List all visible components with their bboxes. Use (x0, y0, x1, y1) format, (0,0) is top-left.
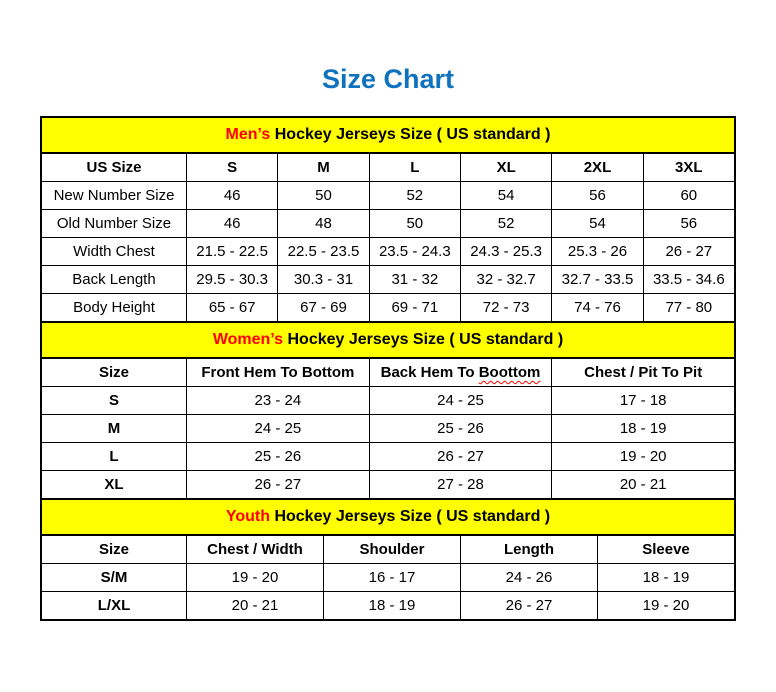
cell: 17 - 18 (552, 387, 734, 415)
table-row (42, 471, 734, 498)
cell: 46 (187, 182, 278, 210)
mens-col-header-s: S (187, 154, 278, 182)
cell: 29.5 - 30.3 (187, 266, 278, 294)
youth-col-header-chest-width: Chest / Width (187, 536, 324, 564)
mens-section-header-highlight: Men’s (225, 126, 271, 143)
cell: 60 (644, 182, 734, 210)
cell: 26 - 27 (644, 238, 734, 266)
row-label: Width Chest (42, 238, 187, 266)
cell: 20 - 21 (619, 476, 667, 493)
cell: 46 (187, 210, 278, 238)
cell: 18 - 19 (552, 415, 734, 443)
table-row (42, 294, 734, 321)
cell: 24 - 26 (461, 564, 598, 592)
womens-section-header-highlight: Women’s (212, 331, 284, 348)
cell: 31 - 32 (370, 266, 461, 294)
youth-section-header-rest: Hockey Jerseys Size ( US standard ) (274, 508, 551, 525)
row-label: M (42, 415, 187, 443)
back-hem-label-prefix: Back Hem To (380, 364, 475, 381)
table-row (42, 182, 734, 210)
row-label: XL (42, 471, 187, 498)
cell: 16 - 17 (324, 564, 461, 592)
cell: 72 - 73 (461, 294, 552, 321)
mens-col-header-l: L (370, 154, 461, 182)
table-row (42, 443, 734, 471)
cell: 77 - 80 (665, 299, 713, 316)
womens-col-header-size: Size (42, 359, 187, 387)
page-title: Size Chart (321, 64, 455, 94)
cell: 52 (370, 182, 461, 210)
cell: 22.5 - 23.5 (278, 238, 369, 266)
mens-section-header (42, 118, 734, 154)
cell: 67 - 69 (278, 294, 369, 321)
row-label: L/XL (42, 592, 187, 619)
cell: 24 - 25 (370, 387, 553, 415)
cell: 25 - 26 (187, 443, 370, 471)
cell: 30.3 - 31 (278, 266, 369, 294)
row-label: New Number Size (42, 182, 187, 210)
cell: 26 - 27 (187, 471, 370, 498)
cell: 25 - 26 (370, 415, 553, 443)
mens-col-header-us-size: US Size (42, 154, 187, 182)
mens-header-row (42, 154, 734, 182)
cell: 19 - 20 (552, 443, 734, 471)
cell: 20 - 21 (187, 592, 324, 619)
cell: 21.5 - 22.5 (187, 238, 278, 266)
mens-col-header-2xl: 2XL (552, 154, 643, 182)
row-label: S (42, 387, 187, 415)
womens-col-header-chest: Chest / Pit To Pit (552, 359, 734, 387)
cell: 26 - 27 (370, 443, 553, 471)
youth-col-header-length: Length (461, 536, 598, 564)
womens-section-header (42, 321, 734, 359)
mens-table (42, 154, 734, 321)
cell: 18 - 19 (598, 564, 734, 592)
cell: 18 - 19 (324, 592, 461, 619)
womens-col-header-back-hem (370, 359, 553, 387)
cell: 23 - 24 (187, 387, 370, 415)
cell: 24 - 25 (187, 415, 370, 443)
cell: 56 (644, 210, 734, 238)
cell: 32 - 32.7 (461, 266, 552, 294)
cell: 52 (461, 210, 552, 238)
cell: 33.5 - 34.6 (644, 266, 734, 294)
womens-col-header-front-hem: Front Hem To Bottom (187, 359, 370, 387)
cell: 25.3 - 26 (552, 238, 643, 266)
size-chart-table (40, 116, 736, 621)
cell: 56 (552, 182, 643, 210)
mens-col-header-3xl: 3XL (644, 154, 734, 182)
row-label: Body Height (42, 294, 187, 321)
table-row (42, 387, 734, 415)
row-label: Back Length (42, 266, 187, 294)
cell: 23.5 - 24.3 (370, 238, 461, 266)
mens-section (42, 118, 734, 321)
cell: 19 - 20 (187, 564, 324, 592)
cell: 19 - 20 (642, 597, 690, 614)
womens-section (42, 321, 734, 498)
cell: 32.7 - 33.5 (552, 266, 643, 294)
mens-col-header-m: M (278, 154, 369, 182)
youth-col-header-shoulder: Shoulder (324, 536, 461, 564)
cell: 50 (370, 210, 461, 238)
table-row (42, 266, 734, 294)
cell: 74 - 76 (552, 294, 643, 321)
cell: 48 (278, 210, 369, 238)
cell: 26 - 27 (461, 592, 598, 619)
youth-section (42, 498, 734, 619)
cell: 69 - 71 (370, 294, 461, 321)
table-row (42, 210, 734, 238)
cell: 54 (461, 182, 552, 210)
youth-section-header-highlight: Youth (225, 508, 270, 525)
cell: 54 (552, 210, 643, 238)
mens-section-header-rest: Hockey Jerseys Size ( US standard ) (274, 126, 551, 143)
cell: 27 - 28 (370, 471, 553, 498)
youth-col-header-size: Size (42, 536, 187, 564)
youth-col-header-sleeve: Sleeve (598, 536, 734, 564)
cell: 50 (278, 182, 369, 210)
youth-section-header (42, 498, 734, 536)
youth-table (42, 536, 734, 619)
youth-header-row (42, 536, 734, 564)
womens-section-header-rest: Hockey Jerseys Size ( US standard ) (287, 331, 564, 348)
womens-table (42, 359, 734, 498)
row-label: L (42, 443, 187, 471)
row-label: S/M (42, 564, 187, 592)
table-row (42, 238, 734, 266)
womens-header-row (42, 359, 734, 387)
table-row (42, 592, 734, 619)
back-hem-label-misspelled: Boottom (478, 364, 541, 381)
table-row (42, 564, 734, 592)
table-row (42, 415, 734, 443)
cell: 24.3 - 25.3 (461, 238, 552, 266)
row-label: Old Number Size (42, 210, 187, 238)
cell: 65 - 67 (187, 294, 278, 321)
mens-col-header-xl: XL (461, 154, 552, 182)
